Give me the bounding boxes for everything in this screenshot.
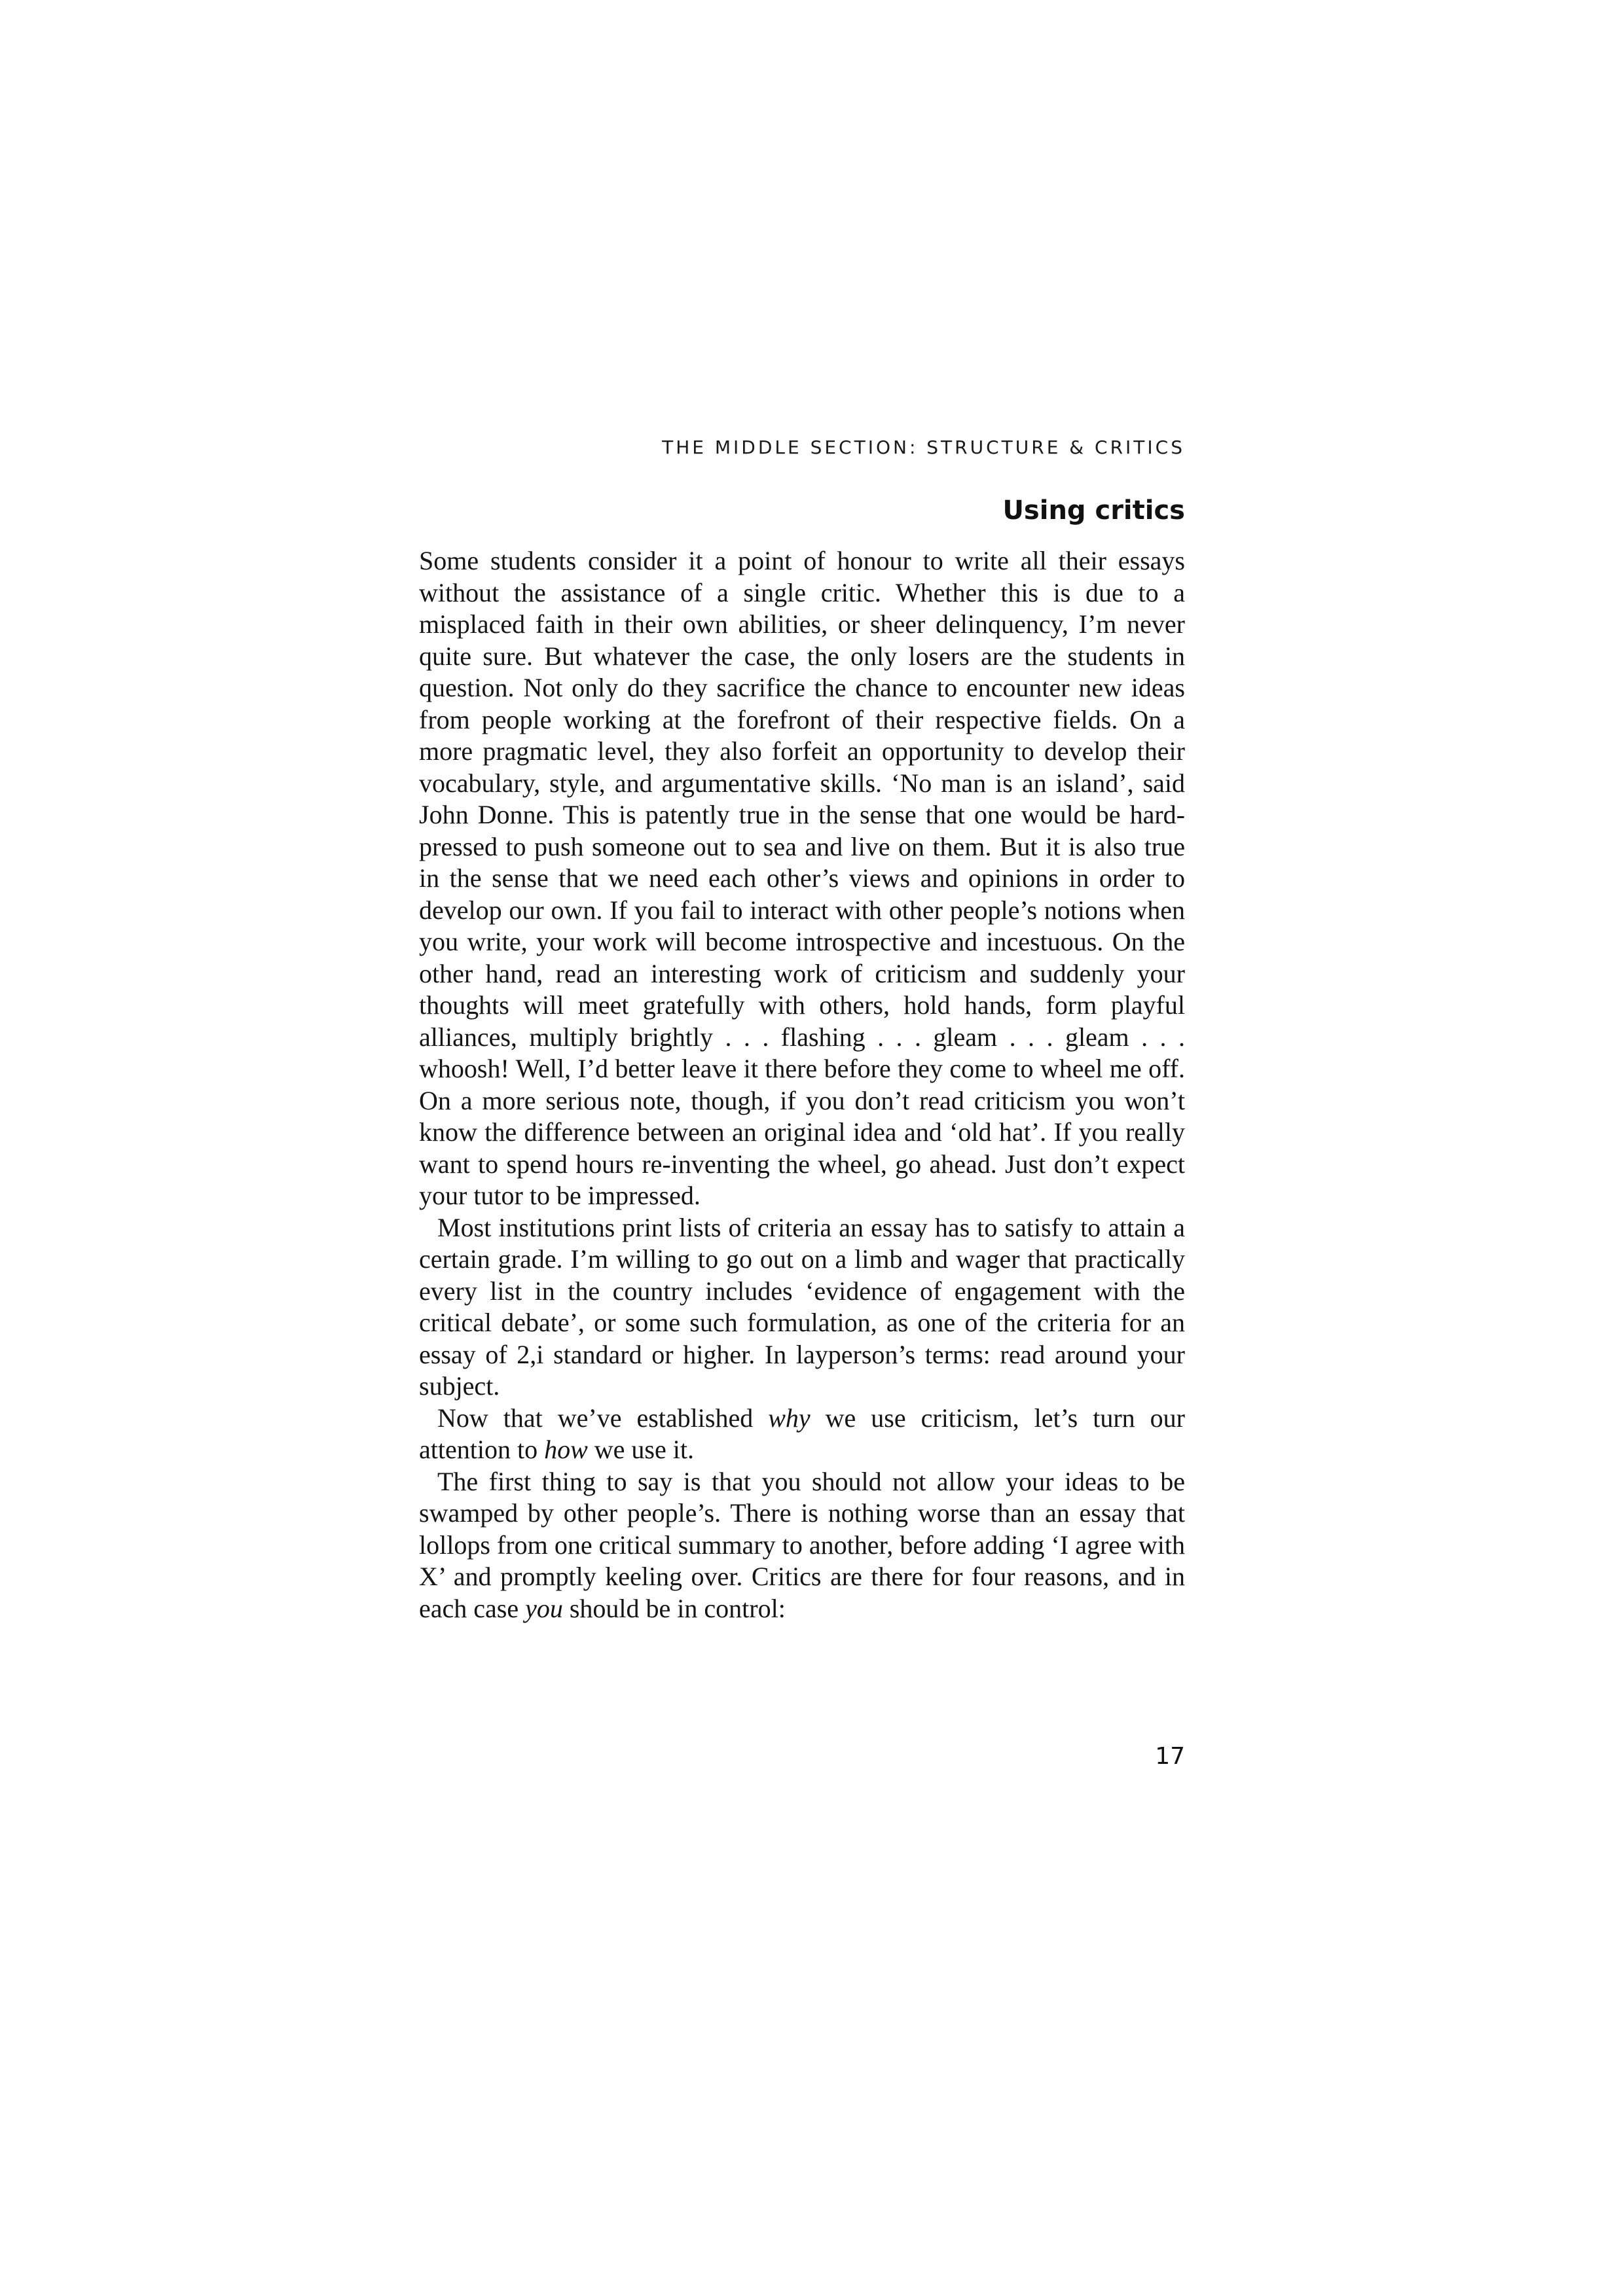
running-head: THE MIDDLE SECTION: STRUCTURE & CRITICS <box>662 437 1185 458</box>
paragraph-3 <box>419 1403 1185 1466</box>
paragraph-3-emphasis-why: why <box>768 1403 811 1433</box>
body-text <box>419 545 1185 1624</box>
page-number: 17 <box>1155 1743 1185 1770</box>
paragraph-3-text-b: we use criticism, let’s turn our attention to <box>419 1403 1186 1464</box>
paragraph-4-text-b: should be in control: <box>562 1593 786 1623</box>
paragraph-2: Most institutions print lists of criteria an essay has to satisfy to attain a certain grade. I’m willing to go out on a limb and wager that practically every list in the country includes ‘evidence of engagement with the critical debate’, or some such formulation, as one of the criteria for an essay of 2,i standard or higher. In layperson’s terms: read around your subject. <box>419 1212 1185 1401</box>
paragraph-4 <box>419 1466 1185 1625</box>
paragraph-1: Some students consider it a point of honour to write all their essays without the assistance of a single critic. Whether this is due to a misplaced faith in their own abilities, or sheer delinquency, I’m never quite sure. But whatever the case, the only losers are the students in question. Not only do they sacrifice the chance to encounter new ideas from people working at the forefront of their respective fields. On a more pragmatic level, they also forfeit an opportunity to develop their vocabulary, style, and argumentative skills. ‘No man is an island’, said John Donne. This is patently true in the sense that one would be hard-pressed to push someone out to sea and live on them. But it is also true in the sense that we need each other’s views and opinions in order to develop our own. If you fail to interact with other people’s notions when you write, your work will become introspective and incestuous. On the other hand, read an interesting work of criticism and suddenly your thoughts will meet gratefully with others, hold hands, form playful alliances, multiply brightly . . . flashing . . . gleam . . . gleam . . . whoosh! Well, I’d better leave it there before they come to wheel me off. On a more serious note, though, if you don’t read criticism you won’t know the difference between an original idea and ‘old hat’. If you really want to spend hours re-inventing the wheel, go ahead. Just don’t expect your tutor to be impressed. <box>419 546 1185 1210</box>
paragraph-3-text-c: we use it. <box>587 1435 694 1464</box>
paragraph-4-emphasis-you: you <box>525 1593 563 1623</box>
paragraph-3-text-a: Now that we’ve established <box>437 1403 769 1433</box>
paragraph-3-emphasis-how: how <box>544 1435 588 1464</box>
section-title: Using critics <box>1002 495 1185 526</box>
paragraph-4-text-a: The first thing to say is that you should not allow your ideas to be swamped by other people’s. There is nothing worse than an essay that lollops from one critical summary to another, before adding ‘I agree with X’ and promptly keeling over. Critics are there for four reasons, and in each case <box>419 1466 1185 1623</box>
